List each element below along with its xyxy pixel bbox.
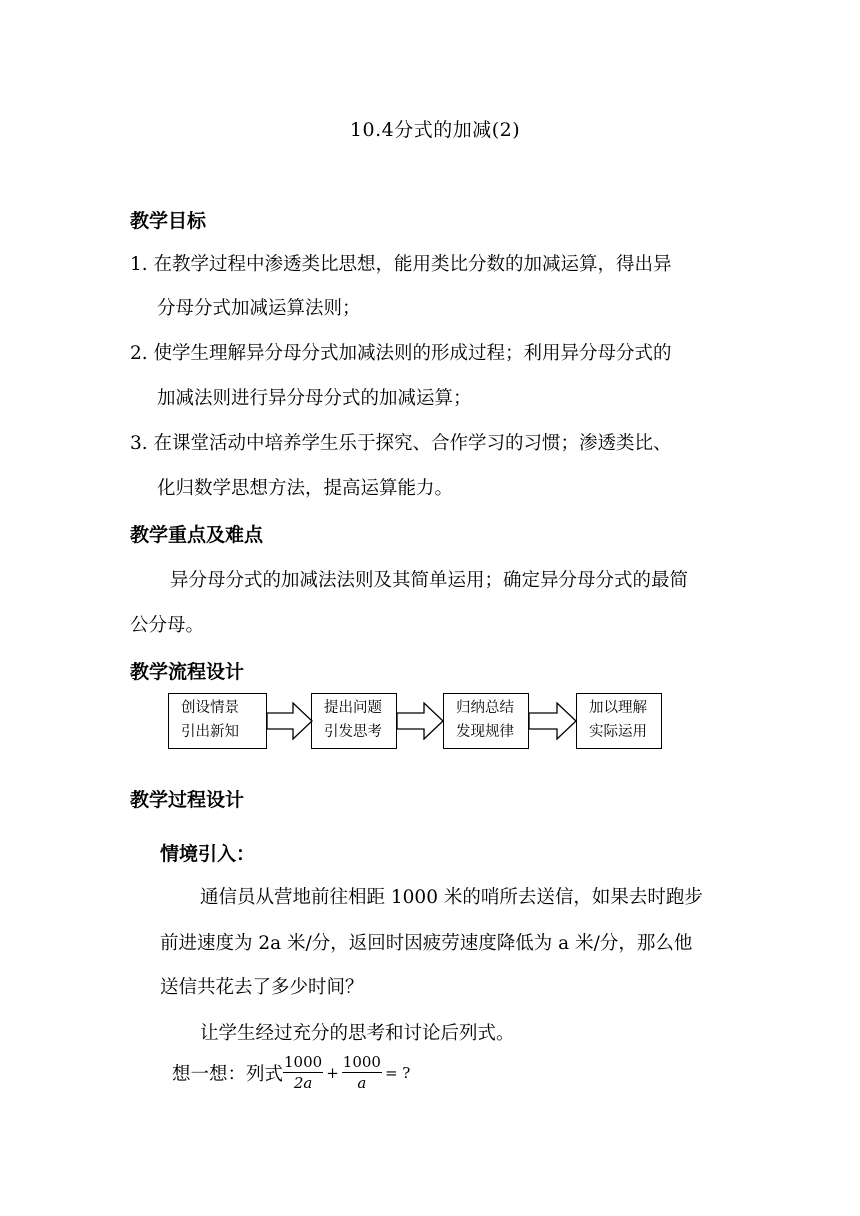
flow-arrow-icon-3 bbox=[529, 702, 577, 740]
flow-box-4 bbox=[576, 693, 662, 749]
flow-box-4-line2: 实际运用 bbox=[589, 724, 647, 740]
flow-box-1 bbox=[168, 693, 267, 749]
fraction-2 bbox=[342, 1052, 382, 1093]
flow-box-2 bbox=[311, 693, 397, 749]
goal-1-line2: 分母分式加减运算法则； bbox=[157, 298, 361, 319]
goal-3-line1: 3. 在课堂活动中培养学生乐于探究、合作学习的习惯；渗透类比、 bbox=[130, 433, 672, 454]
goals-heading: 教学目标 bbox=[130, 210, 207, 232]
flow-arrow-icon-2 bbox=[397, 702, 444, 740]
flow-box-3-line1: 归纳总结 bbox=[456, 700, 514, 716]
plus-sign: + bbox=[326, 1063, 339, 1082]
flow-box-4-line1: 加以理解 bbox=[589, 700, 647, 716]
fraction-1-numerator: 1000 bbox=[284, 1053, 323, 1071]
flow-box-2-line2: 引发思考 bbox=[324, 724, 382, 740]
flow-heading: 教学流程设计 bbox=[130, 661, 245, 683]
flow-box-3-line2: 发现规律 bbox=[456, 724, 514, 740]
fraction-1-denominator: 2a bbox=[293, 1074, 313, 1092]
key-points-heading: 教学重点及难点 bbox=[130, 524, 264, 546]
page-title: 10.4分式的加减(2) bbox=[349, 119, 521, 141]
key-points-line2: 公分母。 bbox=[130, 615, 205, 636]
scenario-line2: 前进速度为 2a 米/分，返回时因疲劳速度降低为 a 米/分，那么他 bbox=[160, 933, 693, 954]
fraction-1 bbox=[283, 1052, 323, 1093]
key-points-line1: 异分母分式的加减法法则及其简单运用；确定异分母分式的最简 bbox=[170, 570, 689, 591]
equals-question: = ? bbox=[384, 1063, 411, 1082]
think-label: 想一想：列式 bbox=[172, 1063, 284, 1085]
discuss-line: 让学生经过充分的思考和讨论后列式。 bbox=[200, 1023, 515, 1044]
goal-1-line1: 1. 在教学过程中渗透类比思想，能用类比分数的加减运算，得出异 bbox=[130, 254, 672, 275]
flow-box-2-line1: 提出问题 bbox=[324, 700, 382, 716]
flow-box-1-line2: 引出新知 bbox=[181, 724, 239, 740]
flow-box-3 bbox=[443, 693, 529, 749]
flow-arrow-icon-1 bbox=[267, 702, 313, 740]
scenario-line3: 送信共花去了多少时间？ bbox=[160, 977, 364, 998]
process-heading: 教学过程设计 bbox=[130, 789, 245, 811]
scenario-line1: 通信员从营地前往相距 1000 米的哨所去送信，如果去时跑步 bbox=[200, 887, 703, 908]
goal-2-line2: 加减法则进行异分母分式的加减运算； bbox=[157, 388, 472, 409]
think-formula bbox=[172, 1052, 413, 1093]
intro-heading: 情境引入： bbox=[160, 843, 256, 865]
fraction-2-numerator: 1000 bbox=[342, 1053, 381, 1071]
fraction-2-denominator: a bbox=[357, 1074, 367, 1092]
goal-3-line2: 化归数学思想方法，提高运算能力。 bbox=[157, 478, 454, 499]
goal-2-line1: 2. 使学生理解异分母分式加减法则的形成过程；利用异分母分式的 bbox=[130, 343, 672, 364]
flow-box-1-line1: 创设情景 bbox=[181, 700, 239, 716]
